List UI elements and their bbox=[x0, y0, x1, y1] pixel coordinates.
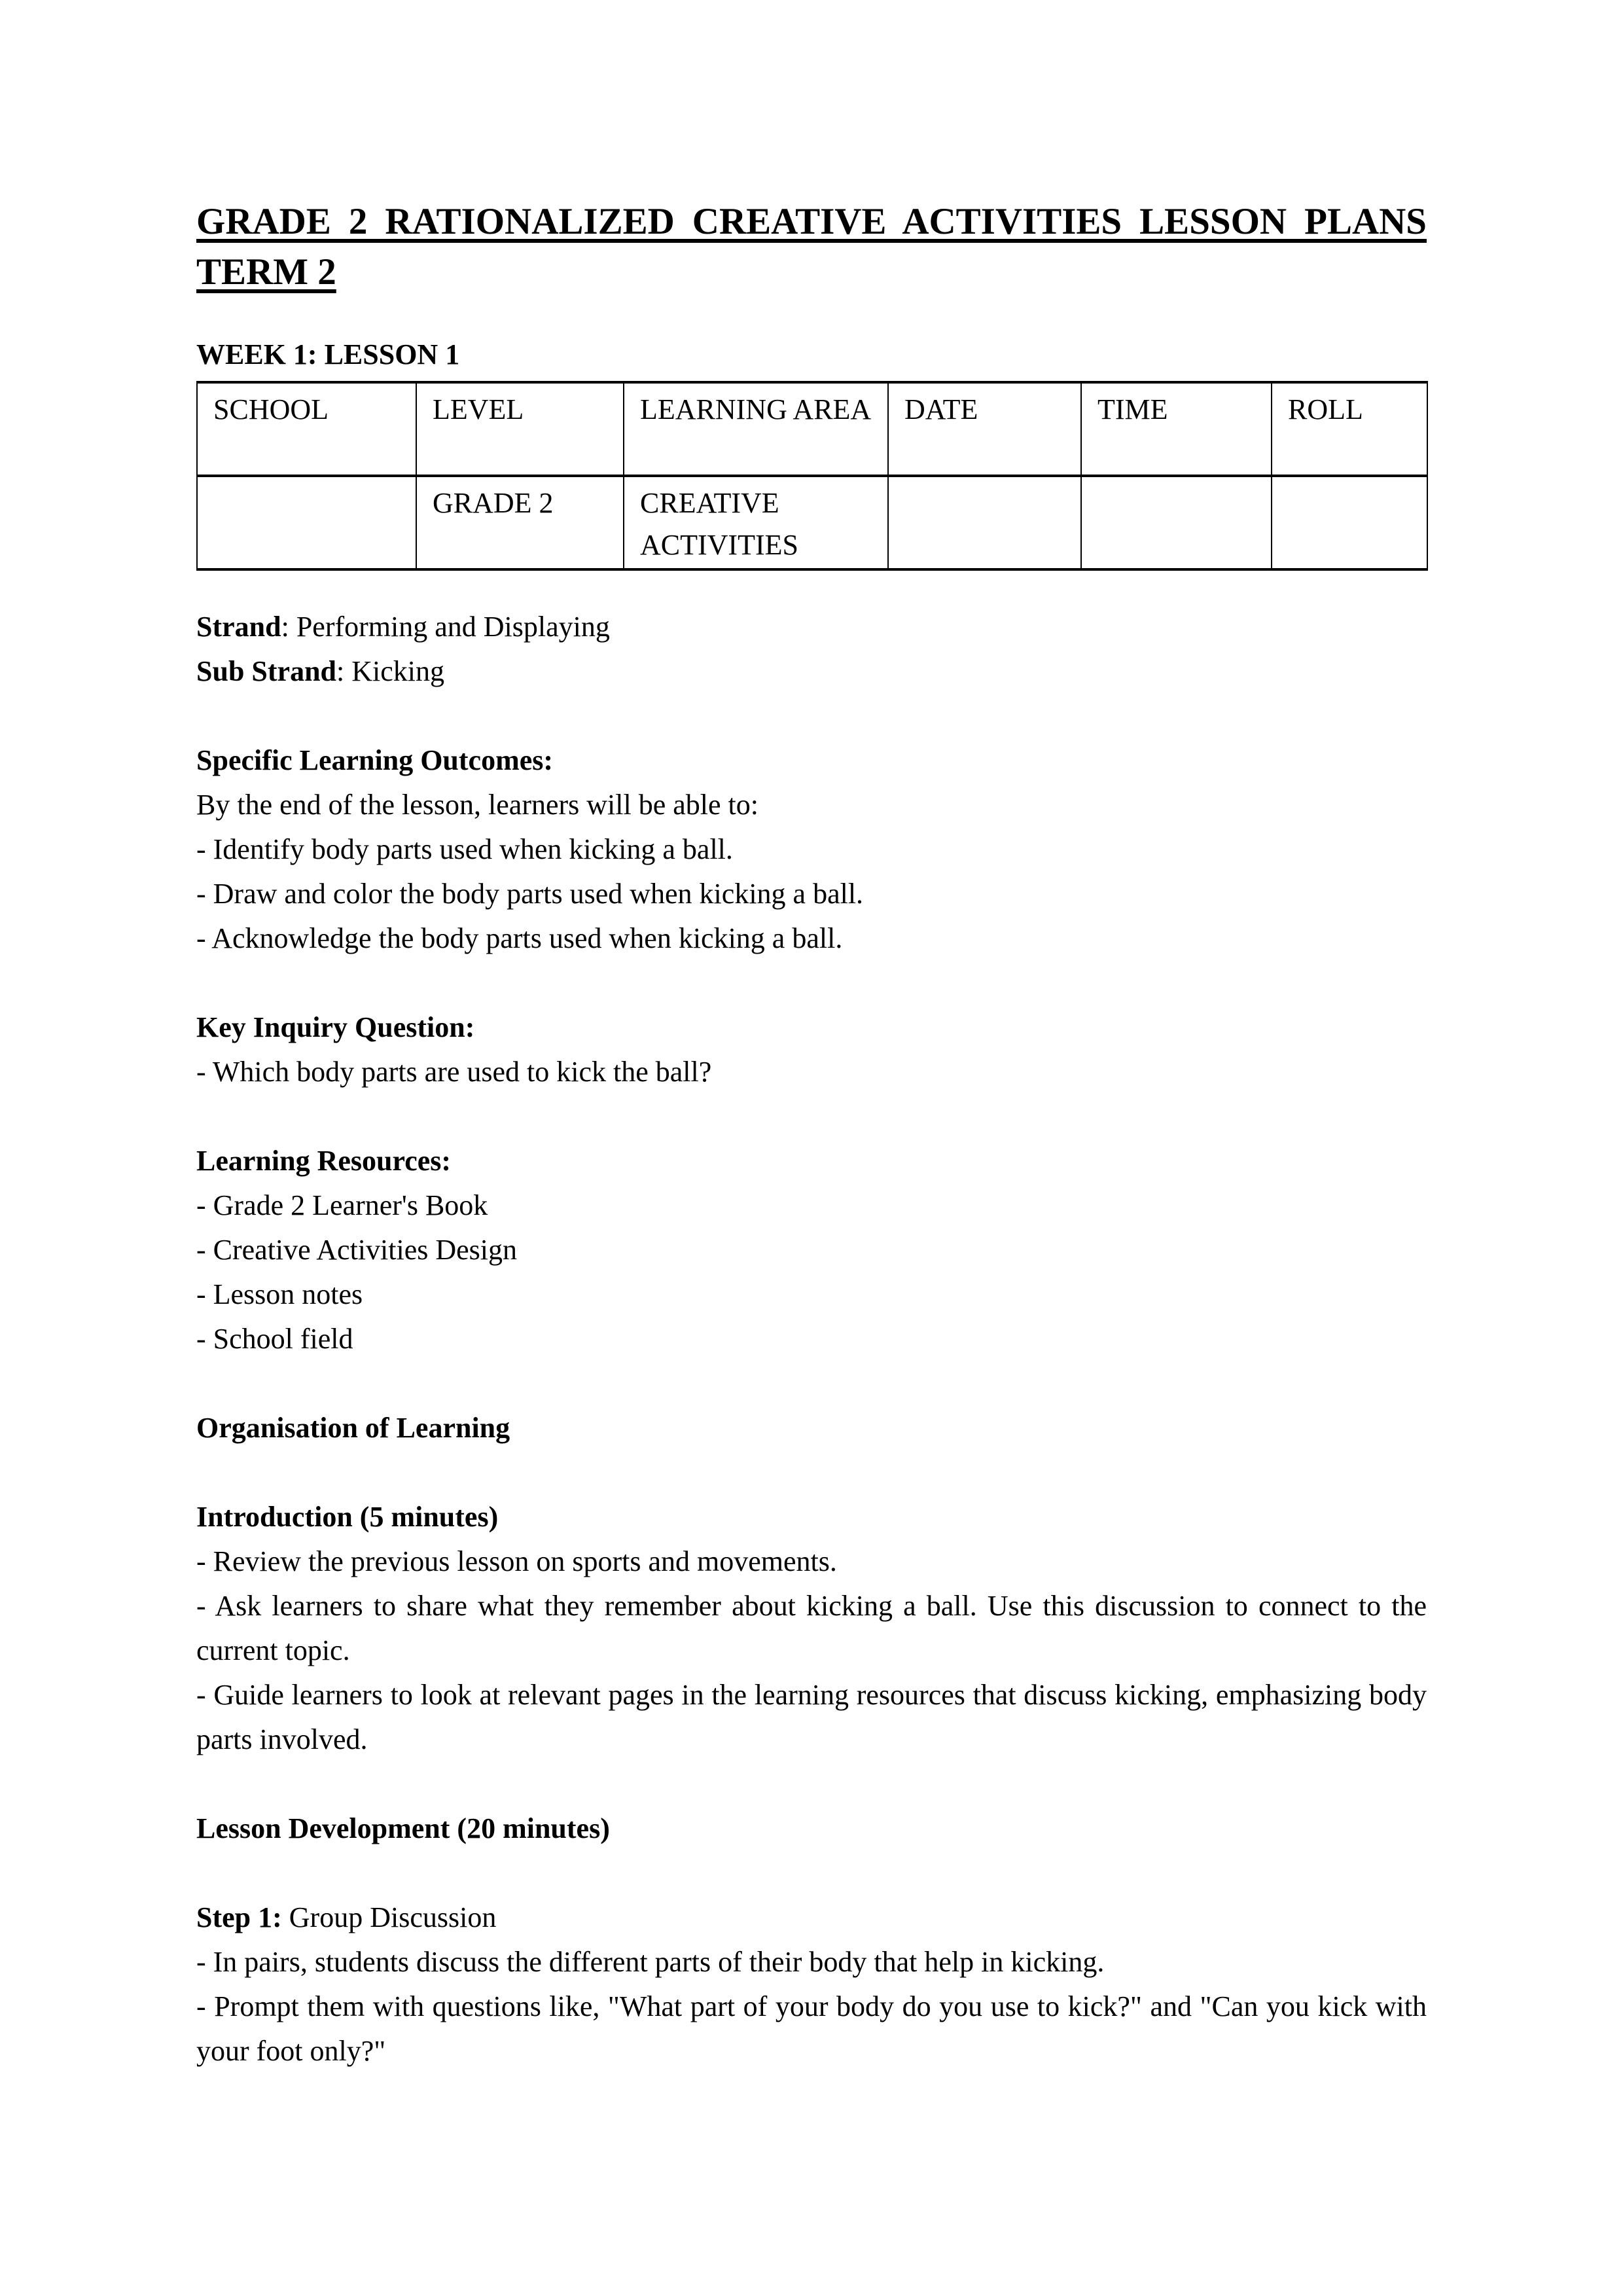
introduction-item: - Review the previous lesson on sports and movements. bbox=[196, 1545, 837, 1577]
resources-item: - Lesson notes bbox=[196, 1278, 363, 1310]
table-header-school: SCHOOL bbox=[197, 382, 416, 476]
step1-heading bbox=[196, 1895, 1427, 1940]
strand-label: Strand bbox=[196, 611, 281, 643]
table-header-date: DATE bbox=[888, 382, 1081, 476]
outcomes-intro: By the end of the lesson, learners will be able to: bbox=[196, 789, 758, 821]
table-cell-level: GRADE 2 bbox=[416, 476, 624, 569]
inquiry-heading: Key Inquiry Question: bbox=[196, 1011, 475, 1043]
week-lesson-heading: WEEK 1: LESSON 1 bbox=[196, 338, 460, 370]
organisation-heading: Organisation of Learning bbox=[196, 1412, 510, 1444]
introduction-item: - Guide learners to look at relevant pages in the learning resources that discuss kicking, emphasizing body parts involved. bbox=[196, 1679, 1427, 1755]
table-value-row bbox=[197, 476, 1427, 569]
strand-value: : Performing and Displaying bbox=[281, 611, 610, 643]
lesson-info-table bbox=[196, 381, 1428, 571]
document-title-line1: GRADE 2 RATIONALIZED CREATIVE ACTIVITIES LESSON PLANS bbox=[196, 201, 1427, 242]
sub-strand-label: Sub Strand bbox=[196, 655, 337, 687]
document-title-line2: TERM 2 bbox=[196, 251, 336, 293]
step1-title: Group Discussion bbox=[281, 1901, 497, 1933]
outcomes-heading: Specific Learning Outcomes: bbox=[196, 744, 554, 776]
table-cell-roll bbox=[1272, 476, 1427, 569]
table-header-row bbox=[197, 382, 1427, 476]
resources-heading: Learning Resources: bbox=[196, 1145, 452, 1177]
table-cell-date bbox=[888, 476, 1081, 569]
resources-item: - Grade 2 Learner's Book bbox=[196, 1189, 488, 1221]
outcomes-item: - Draw and color the body parts used when kicking a ball. bbox=[196, 878, 864, 910]
table-cell-learning-area: CREATIVE ACTIVITIES bbox=[624, 476, 888, 569]
step1-label: Step 1: bbox=[196, 1901, 282, 1933]
development-heading: Lesson Development (20 minutes) bbox=[196, 1812, 610, 1844]
introduction-heading: Introduction (5 minutes) bbox=[196, 1501, 499, 1533]
sub-strand-value: : Kicking bbox=[336, 655, 444, 687]
table-header-roll: ROLL bbox=[1272, 382, 1427, 476]
document-title bbox=[196, 196, 1427, 297]
table-cell-time bbox=[1081, 476, 1272, 569]
table-header-learning-area: LEARNING AREA bbox=[624, 382, 888, 476]
table-header-level: LEVEL bbox=[416, 382, 624, 476]
resources-item: - Creative Activities Design bbox=[196, 1234, 517, 1266]
step1-item: - In pairs, students discuss the different parts of their body that help in kicking. bbox=[196, 1946, 1105, 1978]
inquiry-item: - Which body parts are used to kick the ball? bbox=[196, 1056, 712, 1088]
step1-item: - Prompt them with questions like, "What part of your body do you use to kick?" and "Can you kick with your foot only?" bbox=[196, 1990, 1427, 2067]
table-cell-school bbox=[197, 476, 416, 569]
resources-item: - School field bbox=[196, 1323, 353, 1355]
sub-strand-line bbox=[196, 649, 1427, 694]
outcomes-item: - Acknowledge the body parts used when kicking a ball. bbox=[196, 922, 843, 954]
strand-line bbox=[196, 605, 1427, 649]
outcomes-item: - Identify body parts used when kicking a ball. bbox=[196, 833, 733, 865]
introduction-item: - Ask learners to share what they remember about kicking a ball. Use this discussion to connect to the current topic. bbox=[196, 1590, 1427, 1666]
table-header-time: TIME bbox=[1081, 382, 1272, 476]
